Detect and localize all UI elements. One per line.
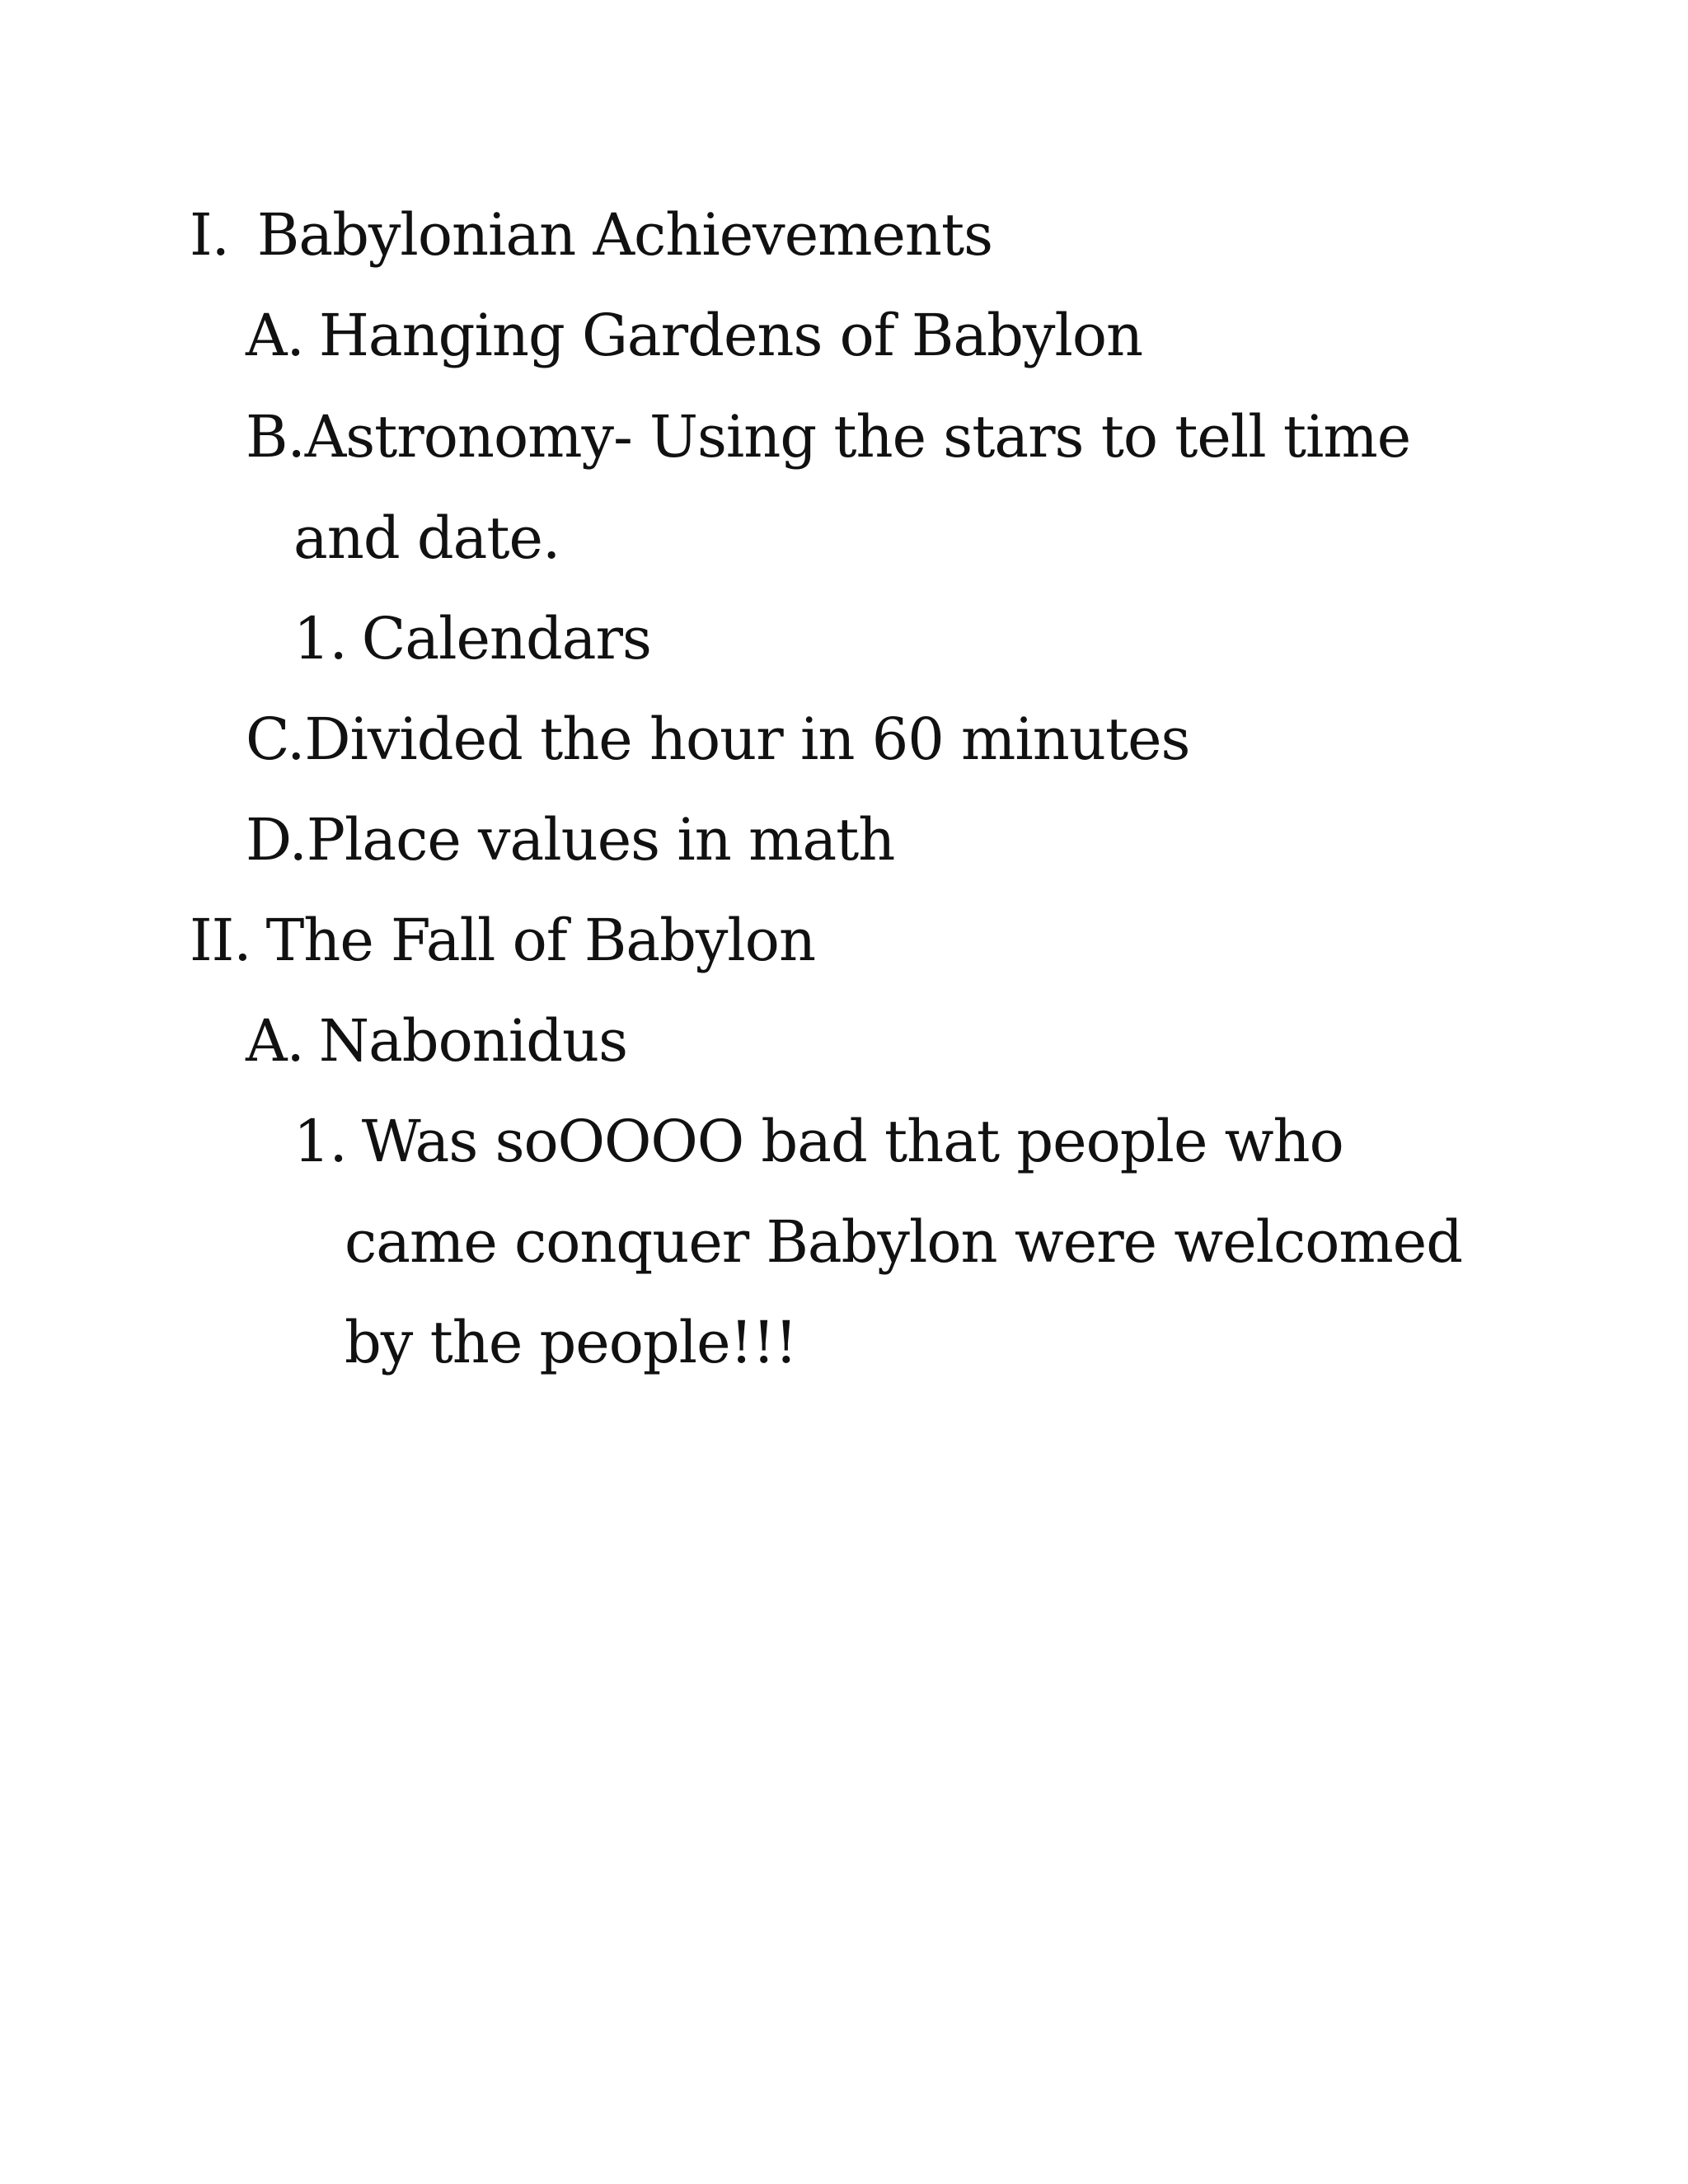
item-2a-sub-1-continuation-2 <box>345 1309 797 1376</box>
item-2a-text: Nabonidus <box>318 1007 628 1075</box>
item-2a-sub-1-text-line-2: came conquer Babylon were welcomed <box>345 1208 1463 1276</box>
item-1a-marker: A. <box>246 302 304 369</box>
item-1a-text: Hanging Gardens of Babylon <box>318 302 1143 369</box>
item-1b-sub-1-marker: 1. <box>293 605 347 673</box>
item-1b-marker: B. <box>246 403 305 471</box>
section-2-title: The Fall of Babylon <box>265 907 816 974</box>
item-1b-sub-1-text: Calendars <box>361 605 651 673</box>
item-1b-sub-1 <box>293 605 651 673</box>
item-1b-continuation <box>293 504 560 572</box>
item-1a <box>246 302 1143 369</box>
item-2a <box>246 1007 628 1075</box>
item-2a-sub-1 <box>293 1108 1343 1175</box>
item-1c-text: Divided the hour in 60 minutes <box>304 705 1190 773</box>
item-2a-marker: A. <box>246 1007 304 1075</box>
item-1b <box>246 403 1411 471</box>
section-1-title: Babylonian Achievements <box>256 201 993 269</box>
item-1d-text: Place values in math <box>306 806 895 874</box>
item-2a-sub-1-marker: 1. <box>293 1108 347 1175</box>
item-1d <box>246 806 895 874</box>
section-2-marker: II. <box>190 907 251 974</box>
item-1c <box>246 705 1190 773</box>
section-1-heading <box>190 201 993 269</box>
item-1c-marker: C. <box>246 705 305 773</box>
item-2a-sub-1-text-line-3: by the people!!! <box>345 1309 797 1376</box>
item-1d-marker: D. <box>246 806 307 874</box>
item-1b-text-line-2: and date. <box>293 504 560 572</box>
section-1-marker: I. <box>190 201 229 269</box>
item-1b-text-line-1: Astronomy- Using the stars to tell time <box>304 403 1411 471</box>
item-2a-sub-1-text-line-1: Was soOOOO bad that people who <box>361 1108 1343 1175</box>
item-2a-sub-1-continuation-1 <box>345 1208 1463 1276</box>
section-2-heading <box>190 907 816 974</box>
